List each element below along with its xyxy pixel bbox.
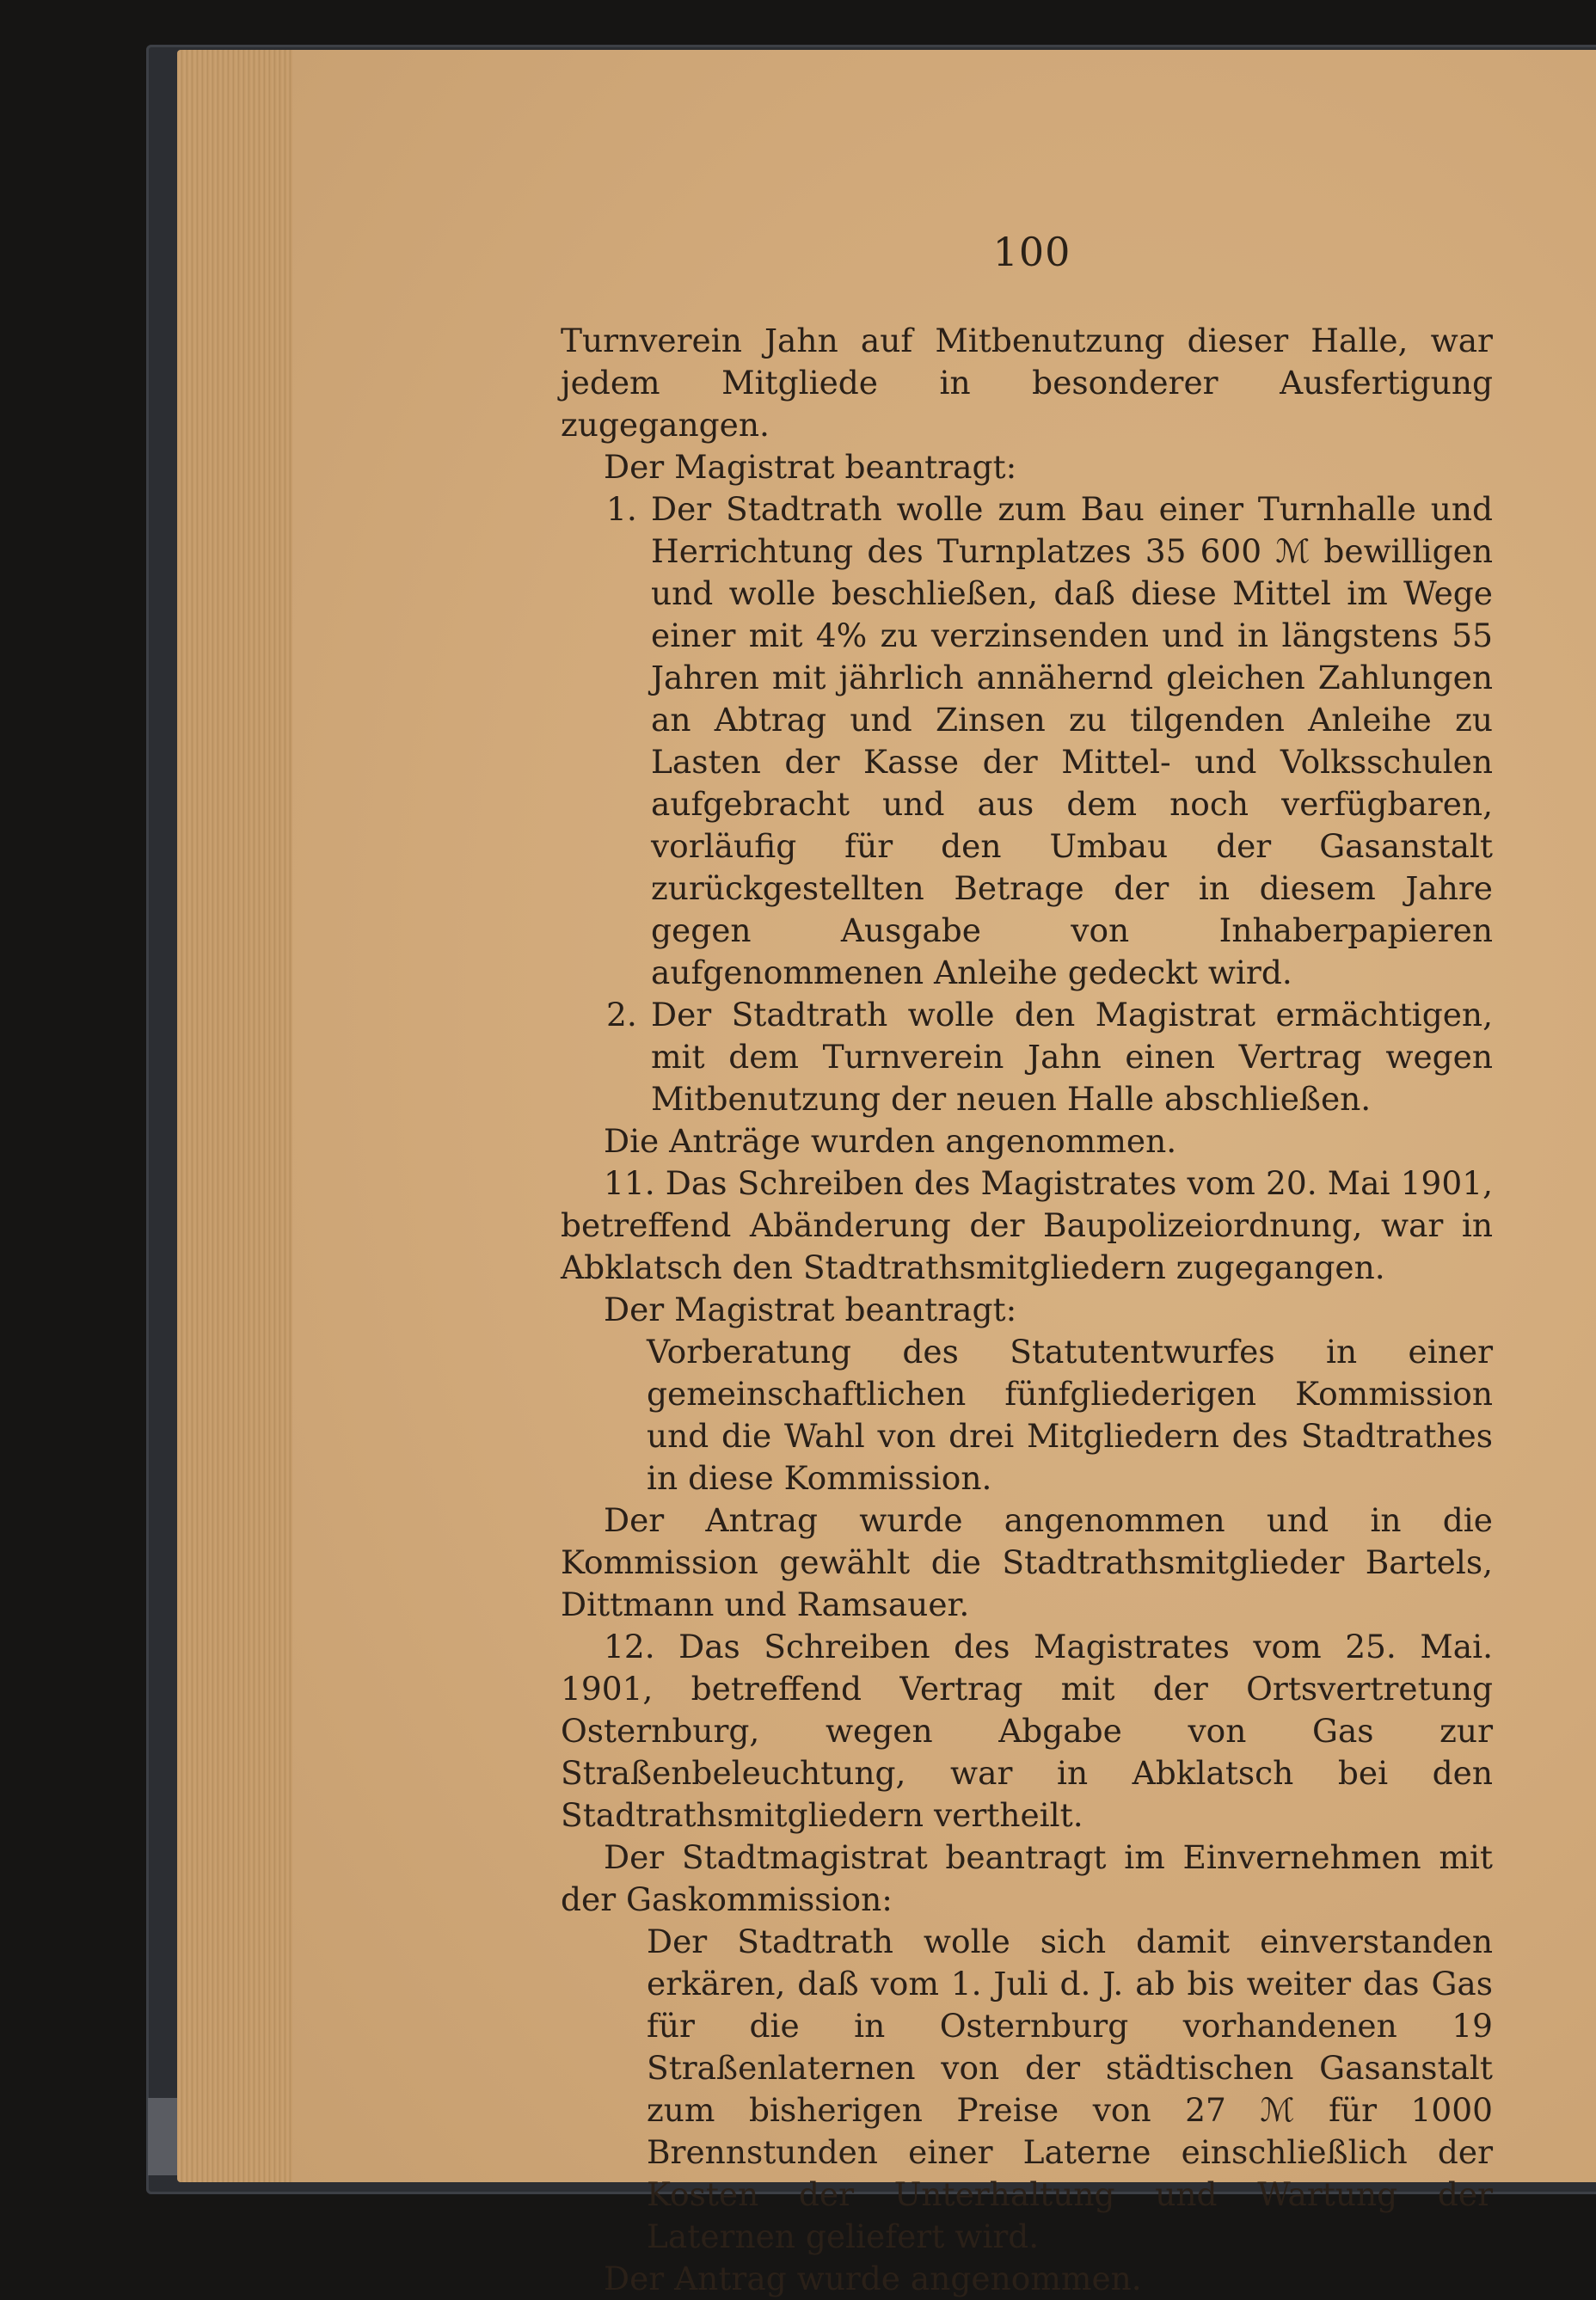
motion-gas-lieferung: Der Stadtrath wolle sich damit einverstanden erkären, daß vom 1. Juli d. J. ab bis weiter das Gas für die in Osternburg vorhandenen 19 Straßenlaternen von der städtischen Gasanstalt zum bisherigen Preise von 27 ℳ für 1000 Brennstunden einer Laterne einschließlich der Kosten der Unterhaltung und Wartung der Laternen geliefert wird. [647,1923,1493,2255]
page-number: 100 [992,229,1071,275]
item-number: 1. [606,490,637,528]
item-number: 2. [606,996,637,1033]
paragraph-item-11: 11. Das Schreiben des Magistrates vom 20. Mai 1901, betreffend Abänderung der Baupolizeiordnung, war in Abklatsch den Stadtrathsmitgliedern zugegangen. [561,1164,1493,1286]
page-text [561,320,1493,2300]
paragraph-antrag-angenommen: Der Antrag wurde angenommen. [604,2260,1142,2297]
paragraph-magistrat-beantragt-1: Der Magistrat beantragt: [604,448,1017,486]
motion-item-1 [561,488,1493,994]
paragraph-kommission-gewaehlt: Der Antrag wurde angenommen und in die Kommission gewählt die Stadtrathsmitglieder Bartels, Dittmann und Ramsauer. [561,1501,1493,1623]
paragraph-antraege-angenommen: Die Anträge wurden angenommen. [604,1122,1177,1160]
paragraph-item-12: 12. Das Schreiben des Magistrates vom 25. Mai. 1901, betreffend Vertrag mit der Ortsvertretung Osternburg, wegen Abgabe von Gas zur Straßenbeleuchtung, war in Abklatsch bei den Stadtrathsmitgliedern vertheilt. [561,1628,1493,1834]
motion-item-2 [561,994,1493,1120]
item-text: Der Stadtrath wolle zum Bau einer Turnhalle und Herrichtung des Turnplatzes 35 600 ℳ bewilligen und wolle beschließen, daß diese Mittel im Wege einer mit 4% zu verzinsenden und in längstens 55 Jahren mit jährlich annähernd gleichen Zahlungen an Abtrag und Zinsen zu tilgenden Anleihe zu Lasten der Kasse der Mittel- und Volksschulen aufgebracht und aus dem noch verfügbaren, vorläufig für den Umbau der Gasanstalt zurückgestellten Betrage der in diesem Jahre gegen Ausgabe von Inhaberpapieren aufgenommenen Anleihe gedeckt wird. [651,490,1493,991]
motion-vorberatung: Vorberatung des Statutentwurfes in einer gemeinschaftlichen fünfgliederigen Kommission und die Wahl von drei Mitgliedern des Stadtrathes in diese Kommission. [647,1333,1493,1497]
paragraph-stadtmagistrat-beantragt: Der Stadtmagistrat beantragt im Einvernehmen mit der Gaskommission: [561,1838,1493,1918]
paragraph-continuation: Turnverein Jahn auf Mitbenutzung dieser Halle, war jedem Mitgliede in besonderer Ausfertigung zugegangen. [561,322,1493,444]
item-text: Der Stadtrath wolle den Magistrat ermächtigen, mit dem Turnverein Jahn einen Vertrag wegen Mitbenutzung der neuen Halle abschließen. [651,996,1493,1118]
paragraph-magistrat-beantragt-2: Der Magistrat beantragt: [604,1291,1017,1328]
